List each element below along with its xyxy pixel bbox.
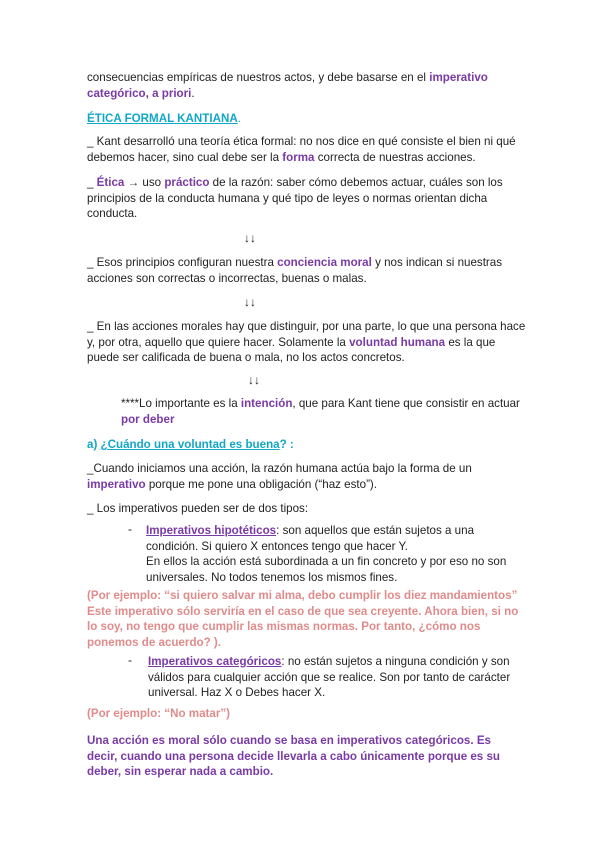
paragraph-voluntad-humana: _ En las acciones morales hay que distinguir, por una parte, lo que una persona hace y, por otra, aquello que quiere hacer. Solamente la voluntad humana es la que puede ser calificada de buena o mala, no los actos concretos. xyxy=(87,320,526,365)
example-mandamientos: (Por ejemplo: “si quiero salvar mi alma, debo cumplir los diez mandamientos” Este imperativo sólo serviría en el caso de que sea creyente. Ahora bien, si no lo soy, no tengo que cumplir las mismas normas. Por tanto, ¿cómo nos ponemos de acuerdo? ). xyxy=(87,589,519,649)
highlight-imperativo-categorico: imperativo categórico, a priori xyxy=(87,71,488,100)
section-heading-etica-formal: ÉTICA FORMAL KANTIANA. xyxy=(87,112,241,125)
bullet-imperativos-categoricos: Imperativos categóricos: no están sujetos a ninguna condición y son válidos para cualquier acción que se realice. Son por tanto de carácter universal. Haz X o Debes hacer X. xyxy=(148,655,511,700)
paragraph-imperativo: _Cuando iniciamos una acción, la razón humana actúa bajo la forma de un imperativo porque me pone una obligación (“haz esto”). xyxy=(87,462,472,491)
paragraph-kant-teoria: _ Kant desarrolló una teoría ética formal: no nos dice en qué consiste el bien ni qué debemos hacer, sino cual debe ser la forma correcta de nuestras acciones. xyxy=(87,135,516,164)
bullet-dash: - xyxy=(128,653,132,667)
conclusion-paragraph: Una acción es moral sólo cuando se basa en imperativos categóricos. Es decir, cuando una persona decide llevarla a cabo únicamente porque es su deber, sin esperar nada a cambio. xyxy=(87,734,501,779)
paragraph-etica-practico: _ Ética → uso práctico de la razón: saber cómo debemos actuar, cuáles son los principios de la conducta humana y qué tipo de leyes o normas orientan dicha conducta. xyxy=(87,176,503,221)
example-no-matar: (Por ejemplo: “No matar”) xyxy=(87,707,231,720)
down-arrows-icon: ↓↓ xyxy=(244,231,256,245)
paragraph-conciencia-moral: _ Esos principios configuran nuestra conciencia moral y nos indican si nuestras acciones son correctas o incorrectas, buenas o malas. xyxy=(87,256,503,285)
down-arrows-icon: ↓↓ xyxy=(248,373,260,387)
paragraph-intro: consecuencias empíricas de nuestros actos, y debe basarse en el imperativo categórico, a priori. xyxy=(87,71,488,100)
bullet-dash: - xyxy=(128,522,132,536)
paragraph-intencion: ****Lo importante es la intención, que para Kant tiene que consistir en actuar por deber xyxy=(121,397,520,426)
down-arrows-icon: ↓↓ xyxy=(244,295,256,309)
section-heading-voluntad-buena: a) ¿Cuándo una voluntad es buena? : xyxy=(87,438,294,451)
bullet-imperativos-hipoteticos: Imperativos hipotéticos: son aquellos que están sujetos a una condición. Si quiero X entonces tengo que hacer Y. En ellos la acción está subordinada a un fin concreto y por eso no son universales. No todos tenemos los mismos fines. xyxy=(146,524,507,584)
paragraph-tipos: _ Los imperativos pueden ser de dos tipos: xyxy=(87,502,309,515)
